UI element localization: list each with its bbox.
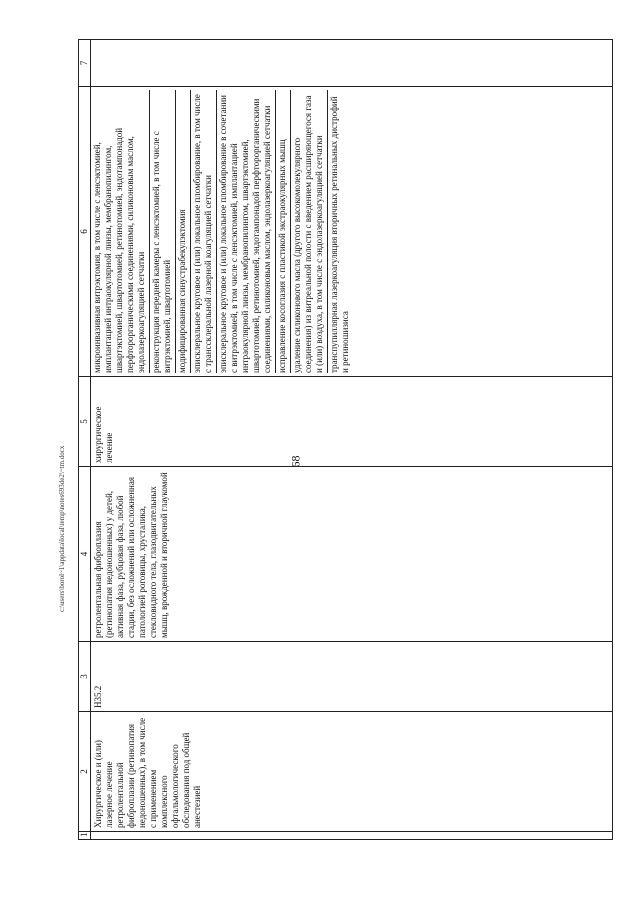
cell-treatment-methods	[91, 87, 613, 377]
cell-treatment-name: Хирургическое и (или) лазерное лечение ретролентальной фиброплазии (ретинопатия недоношенных), в том числе с применением комплексного офтальмологического обследования под общей анестезией	[91, 712, 613, 832]
method-item: исправление косоглазия с пластикой экстраокулярных мышц	[276, 90, 291, 373]
table-row	[91, 40, 613, 840]
method-item: удаление силиконового масла (другого высокомолекулярного соединения) из витреальной полости с введением расширяющегося газа и (или) воздуха, в том числе с эндолазеркоагуляцией сетчатки	[291, 90, 328, 373]
header-col-1: 1	[79, 832, 91, 840]
header-col-3: 3	[79, 642, 91, 712]
cell-col-7	[91, 40, 613, 87]
method-item: микроинвазивная витрэктомия, в том числе с ленсэктомией, имплантацией интраокулярной линзы, мембранопилингом, швартэктомией, швартотомией, ретинотомией, эндотампонадой перфторорганическими соединениями, силиконовым маслом, эндолазеркоагуляцией сетчатки	[91, 90, 150, 373]
procedures-table-wrapper	[78, 40, 613, 840]
method-item: эписклеральное круговое и (или) локальное пломбирование в сочетании с витрэктомией, в том числе с ленсэктомией, имплантацией интраокулярной линзы, мембранопилингом, швартэктомией, швартотомией, ретинотомией, эндотампонадой перфторорганическими соединениями, силиконовым маслом, эндолазеркоагуляцией сетчатки	[217, 90, 276, 373]
header-col-4: 4	[79, 467, 91, 642]
cell-icd-code: H35.2	[91, 642, 613, 712]
header-col-2: 2	[79, 712, 91, 832]
footer-file-path: c:\users\borol~1\appdata\local\temp\notes693de2\~tm.docx	[58, 445, 66, 612]
method-item: модифицированная синустрабекулэктомия	[176, 90, 191, 373]
procedures-table	[78, 39, 613, 840]
header-col-6: 6	[79, 87, 91, 377]
cell-patient-model: ретролентальная фиброплазия (ретинопатия недоношенных) у детей, активная фаза, рубцовая фаза, любой стадии, без осложнений или осложненная патологией роговицы, хрусталика, стекловидного тела, глазодвигательных мышц, врожденной и вторичной глаукомой	[91, 467, 613, 642]
cell-treatment-type: хирургическое лечение	[91, 377, 613, 467]
method-item: транспупиллярная лазеркоагуляция вторичных ретинальных дистрофий и ретиношизиса	[329, 96, 350, 373]
page-number: 68	[288, 455, 303, 468]
method-item: реконструкция передней камеры с ленсэктомией, в том числе с витрэктомией, швартотомией	[150, 90, 176, 373]
header-col-7: 7	[79, 40, 91, 87]
header-row	[79, 40, 91, 840]
method-item: эписклеральное круговое и (или) локальное пломбирование, в том числе с транссклеральной лазерной коагуляцией сетчатки	[191, 90, 217, 373]
cell-col-1	[91, 832, 613, 840]
header-col-5: 5	[79, 377, 91, 467]
